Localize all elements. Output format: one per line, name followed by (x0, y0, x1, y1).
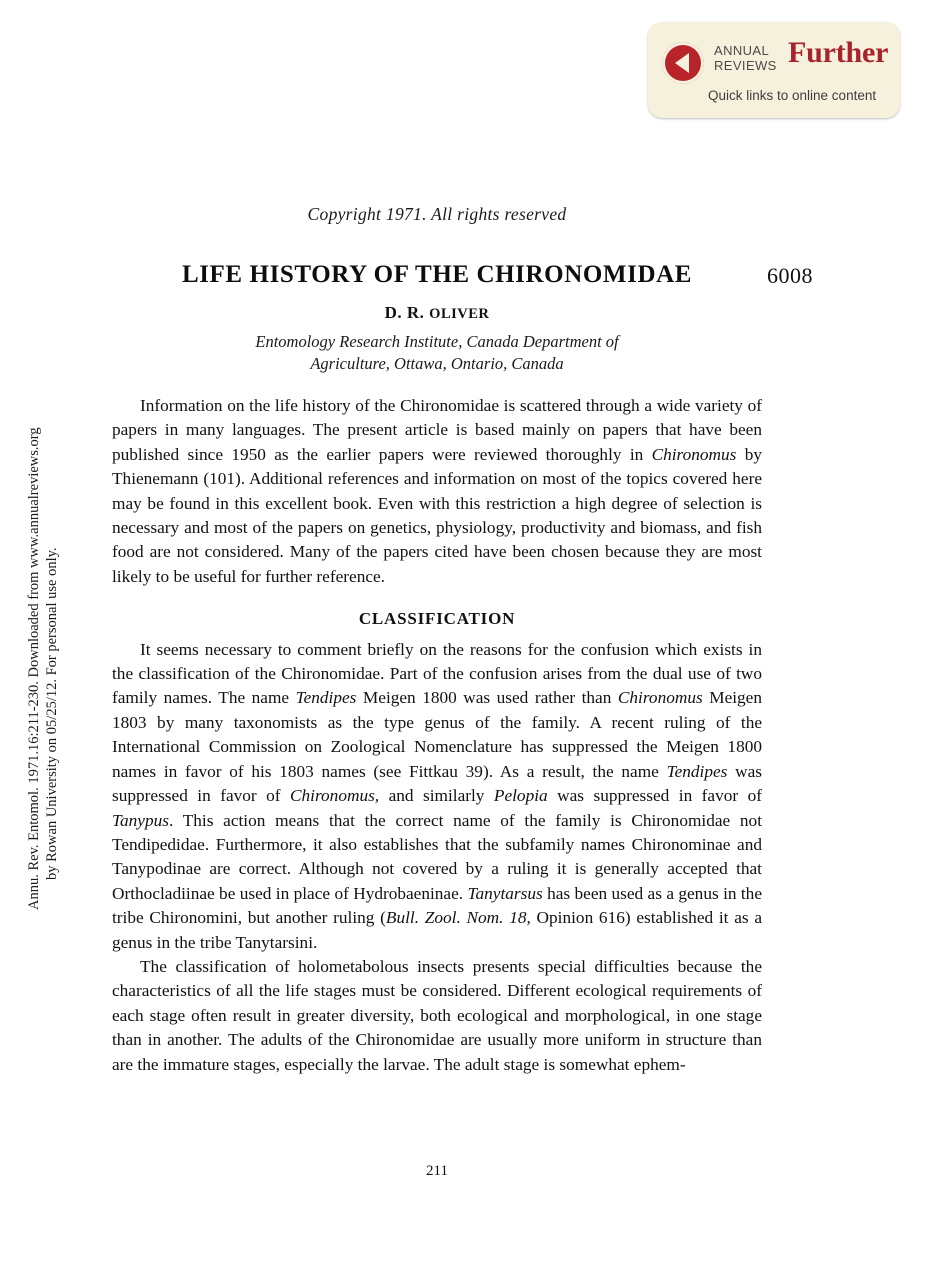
download-stamp-line-2: by Rowan University on 05/25/12. For personal use only. (44, 547, 60, 880)
article-body (112, 394, 762, 1077)
copyright-line: Copyright 1971. All rights reserved (307, 204, 567, 224)
download-stamp-line-1: Annu. Rev. Entomol. 1971.16:211-230. Downloaded from www.annualreviews.org (26, 427, 42, 910)
affiliation-line-1: Entomology Research Institute, Canada Department of (255, 332, 619, 351)
section-heading-classification: CLASSIFICATION (358, 609, 516, 629)
badge-further-label: Further (788, 36, 889, 69)
document-number: 6008 (767, 263, 813, 288)
author-affiliation (112, 331, 762, 375)
download-stamp (0, 0, 60, 1275)
author-name (112, 303, 762, 323)
author-initials: D. R. (384, 303, 430, 322)
page-folio: 211 (426, 1163, 448, 1179)
page-title: LIFE HISTORY OF THE CHIRONOMIDAE (181, 261, 693, 288)
paragraph-classification-2: The classification of holometabolous insects presents special difficulties because the characteristics of all the life stages must be considered. Different ecological requirements of each stage often result in greater diversity, both ecological and morphological, in one stage than in another. The adults of the Chironomidae are usually more uniform in structure than are the immature stages, especially the larvae. The adult stage is somewhat ephem- (112, 956, 762, 1074)
author-surname: OLIVER (429, 306, 490, 322)
paragraph-intro: Information on the life history of the Chironomidae is scattered through a wide variety of papers in many languages. The present article is based mainly on papers that have been published since 1950 as the earlier papers were reviewed thoroughly in Chironomus by Thienemann (101). Additional references and information on most of the topics covered here may be found in this excellent book. Even with this restriction a high degree of selection is necessary and most of the papers on genetics, physiology, productivity and biomass, and fish food are not considered. Many of the papers cited have been chosen because they are most likely to be useful for further reference. (112, 396, 762, 586)
affiliation-line-2: Agriculture, Ottawa, Ontario, Canada (310, 354, 564, 373)
paragraph-classification-1: It seems necessary to comment briefly on the reasons for the confusion which exists in the classification of the Chironomidae. Part of the confusion arises from the dual use of two family names. The name Tendipes Meigen 1800 was used rather than Chironomus Meigen 1803 by many taxonomists as the type genus of the family. A recent ruling of the International Commission on Zoological Nomenclature has suppressed the Meigen 1800 names in favor of his 1803 names (see Fittkau 39). As a result, the name Tendipes was suppressed in favor of Chironomus, and similarly Pelopia was suppressed in favor of Tanypus. This action means that the correct name of the family is Chironomidae not Tendipedidae. Furthermore, it also establishes that the subfamily names Chironominae and Tanypodinae are correct. Although not covered by a ruling it is generally accepted that Orthocladiinae be used in place of Hydrobaeninae. Tanytarsus has been used as a genus in the tribe Chironomini, but another ruling (Bull. Zool. Nom. 18, Opinion 616) established it as a genus in the tribe Tanytarsini. (112, 639, 762, 952)
badge-reviews-label: REVIEWS (714, 58, 777, 73)
badge-annual-label: ANNUAL (714, 43, 770, 58)
badge-quick-links-label: Quick links to online content (708, 88, 877, 103)
